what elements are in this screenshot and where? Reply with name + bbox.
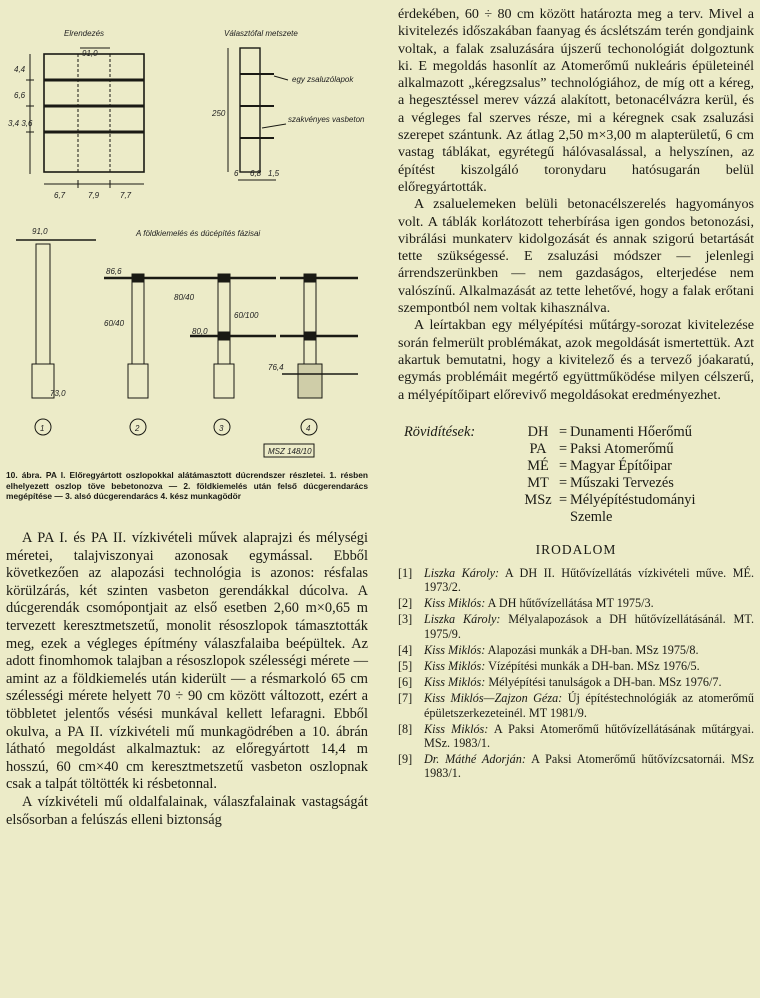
dim-68: 6,8: [250, 169, 262, 178]
ref-num: [9]: [398, 752, 413, 767]
fig-stamp: MSZ 148/10: [268, 447, 312, 456]
references-title: IRODALOM: [535, 541, 617, 557]
dim-764: 76,4: [268, 363, 284, 372]
reference-item: [398, 612, 754, 640]
ref-author: Kiss Miklós:: [424, 675, 486, 690]
dim-34-36: 3,4 3,6: [8, 119, 33, 128]
left-paragraph: A vízkivételi mű oldalfalainak, válaszfalainak vastagságát elsősorban a felúszás elleni biztonság: [6, 793, 368, 828]
abbr-value: Mélyépítéstudományi Szemle: [570, 491, 696, 525]
reference-item: [398, 675, 754, 689]
abbr-key: MÉ: [527, 457, 549, 474]
ref-author: Kiss Miklós—Zajzon Géza:: [424, 691, 563, 706]
ref-num: [2]: [398, 596, 413, 611]
reference-item: [398, 643, 754, 657]
figure-10: [6, 4, 368, 501]
ref-text: A DH hűtővízellátása MT 1975/3.: [487, 596, 654, 611]
abbr-value: Műszaki Tervezés: [570, 474, 674, 491]
ref-num: [3]: [398, 612, 413, 627]
fig-annot-rebar: szakvényes vasbeton: [288, 115, 365, 124]
references-list: [398, 566, 754, 781]
dim-910-low: 91,0: [32, 227, 48, 236]
abbr-value: Dunamenti Hőerőmű: [570, 423, 692, 440]
fig-label-section: Választófal metszete: [224, 29, 298, 38]
abbr-row: DH = Dunamenti Hőerőmű: [520, 424, 720, 441]
dim-910-top: 91,0: [82, 49, 98, 58]
ref-num: [1]: [398, 565, 413, 580]
phase-number-1: 1: [40, 424, 45, 433]
ref-text: A DH II. Hűtővízellátás vízkivételi műve. MÉ. 1973/2.: [424, 565, 754, 595]
dim-77: 7,7: [120, 191, 132, 200]
left-body-text: [6, 530, 368, 829]
dim-67: 6,7: [54, 191, 66, 200]
right-paragraph: érdekében, 60 ÷ 80 cm között határozta meg a terv. Mivel a kivitelezés időszakában faanyag és ácslétszám terén gondjaink voltak, a falak zsaluzására újszerű techonológiát dolgoztunk ki. E megoldás hasonlít az Atomerőmű nukleáris épületeinél alkalmazott „kéregzsalus” technológiához, de míg ott a kéreg, a hegesztéssel merev vázzá alakított, betonacélvázra kerül, és a végleges fal szerves része, mi a kéregnek csak zsaluzási szerepet szántunk. Az átlag 2,50 m×3,00 m alapterületű, 6 cm vastag táblákat, egyrétegű hálóvasalással, a helyszínen, az építést kiszolgáló toronydaru hatósugarán belül előregyártották.: [398, 6, 754, 195]
ref-author: Kiss Miklós:: [424, 659, 486, 674]
reference-item: [398, 596, 754, 610]
ref-num: [8]: [398, 721, 413, 736]
dim-80-40: 80/40: [174, 293, 195, 302]
figure-caption: 10. ábra. PA I. Előregyártott oszlopokkal alátámasztott dúcrendszer részletei. 1. résben elhelyezett oszlop töve bebetonozva — 2. földkiemelés után felső dúcgerendarács megépítése — 3. alsó dúcgerendarács 4. kész munkagödör: [6, 470, 368, 501]
ref-author: Liszka Károly:: [424, 612, 501, 627]
abbr-row: PA = Paksi Atomerőmű: [520, 441, 720, 458]
dim-6: 6: [234, 169, 239, 178]
ref-author: Liszka Károly:: [424, 565, 500, 580]
ref-text: Mélyalapozások a DH hűtővízellátásánál. MT. 1975/9.: [424, 612, 754, 641]
left-column: [6, 4, 368, 501]
ref-author: Kiss Miklós:: [424, 721, 489, 736]
dim-66: 6,6: [14, 91, 26, 100]
ref-author: Kiss Miklós:: [424, 596, 486, 611]
abbr-key: MSz: [524, 491, 552, 508]
fig-phase-title: A földkiemelés és dúcépítés fázisai: [136, 229, 261, 238]
fig-annot-slabs: egy zsaluzólapok: [292, 75, 354, 84]
ref-text: Vízépítési munkák a DH-ban. MSz 1976/5.: [488, 659, 700, 674]
ref-text: Alapozási munkák a DH-ban. MSz 1975/8.: [487, 642, 699, 657]
abbr-key: DH: [527, 423, 549, 440]
dim-800: 80,0: [192, 327, 208, 336]
dim-79: 7,9: [88, 191, 100, 200]
dim-15: 1,5: [268, 169, 280, 178]
dim-60-100: 60/100: [234, 311, 259, 320]
abbr-row: MSz = Mélyépítéstudományi Szemle: [520, 492, 720, 526]
ref-num: [7]: [398, 691, 413, 706]
abbr-key: PA: [529, 440, 547, 457]
ref-text: A Paksi Atomerőmű hűtővízellátásának műtárgyai. MSz. 1983/1.: [424, 721, 754, 751]
dim-730: 73,0: [50, 389, 66, 398]
abbr-row: MT = Műszaki Tervezés: [520, 475, 720, 492]
reference-item: [398, 752, 754, 780]
dim-60-40: 60/40: [104, 319, 125, 328]
abbr-value: Paksi Atomerőmű: [570, 440, 674, 457]
ref-num: [6]: [398, 675, 413, 690]
ref-text: Mélyépítési tanulságok a DH-ban. MSz 1976/7.: [488, 675, 722, 690]
ref-author: Dr. Máthé Adorján:: [424, 752, 526, 767]
reference-item: [398, 691, 754, 719]
phase-number-3: 3: [219, 424, 224, 433]
abbreviations: [398, 424, 754, 534]
ref-num: [4]: [398, 642, 413, 657]
ref-author: Kiss Miklós:: [424, 642, 486, 657]
ref-num: [5]: [398, 659, 413, 674]
abbr-value: Magyar Építőipar: [570, 457, 672, 474]
reference-item: [398, 566, 754, 594]
reference-item: [398, 659, 754, 673]
abbr-key: MT: [527, 474, 549, 491]
right-paragraph: A leírtakban egy mélyépítési műtárgy-sorozat kivitelezése során felmerült problémákat, azok megoldását ismertettük. Azt akartuk bemutatni, hogy a kivitelező és a tervező jóakaratú, egymás problémáit megértő együttműködése milyen célszerű, a mélyépítőipart előrevivő megoldásokat eredményezhet.: [398, 317, 754, 403]
right-column: [398, 6, 754, 783]
abbr-row: MÉ = Magyar Építőipar: [520, 458, 720, 475]
abbreviations-table: [520, 424, 720, 526]
right-paragraph: A zsaluelemeken belüli betonacélszerelés hagyományos volt. A táblák korlátozott teherbírása igen gondos betonozási, vibrálási munkaterv kidolgozását és annak szigorú betartását tette szükségessé. E zsaluzási módszer — jelenlegi árrendszerünkben — nem gazdaságos, elterjedése nem valószínű. Alkalmazását az tette lehetővé, hogy a falak erőtani szempontból nem voltak kihasználva.: [398, 196, 754, 317]
abbreviations-lead: Rövidítések:: [404, 423, 476, 440]
dim-44: 4,4: [14, 65, 26, 74]
phase-number-2: 2: [135, 424, 140, 433]
ref-text: Új építéstechnológiák az atomerőmű épületszerkezeteinél. MT 1981/9.: [424, 691, 755, 720]
dim-250: 250: [212, 109, 226, 118]
figure-drawing: [6, 4, 368, 464]
left-paragraph: A PA I. és PA II. vízkivételi művek alaprajzi és mélységi méretei, talajviszonyai azonosak egymással. Ebből következően az alapozási technológia is azonos: résfalas körülzárás, két szinten vasbeton gerendákkal dúcolva. A dúcgerendák csomópontjait az első esetben 2,60 m×0,65 m tervezett keresztmetszetű, monolit résoszlopok támasztották meg, ezek a végleges építmény válaszfalaiba beépültek. Az adott finomhomok talajban a résoszlopok szélességi mérete — amint az a földkiemelés után kiderült — a résmarkoló 65 cm szélességi mérete helyett 70 ÷ 90 cm között változott, ezért a többletet jelentős vésési munkával kellett lefaragni. Ebből okulva, a PA II. vízkivételi mű munkagödrében a 10. ábrán látható megoldást alkalmaztuk: az előregyártott 14,4 m hosszú, 60 cm×40 cm keresztmetszetű vasbeton oszlopnak csak a talpát töltötték ki résbetonnal.: [6, 530, 368, 793]
fig-label-layout: Elrendezés: [64, 29, 105, 38]
ref-text: A Paksi Atomerőmű hűtővízcsatornái. MSz 1983/1.: [424, 752, 754, 781]
dim-866: 86,6: [106, 267, 122, 276]
reference-item: [398, 722, 754, 750]
phase-number-4: 4: [306, 424, 311, 433]
